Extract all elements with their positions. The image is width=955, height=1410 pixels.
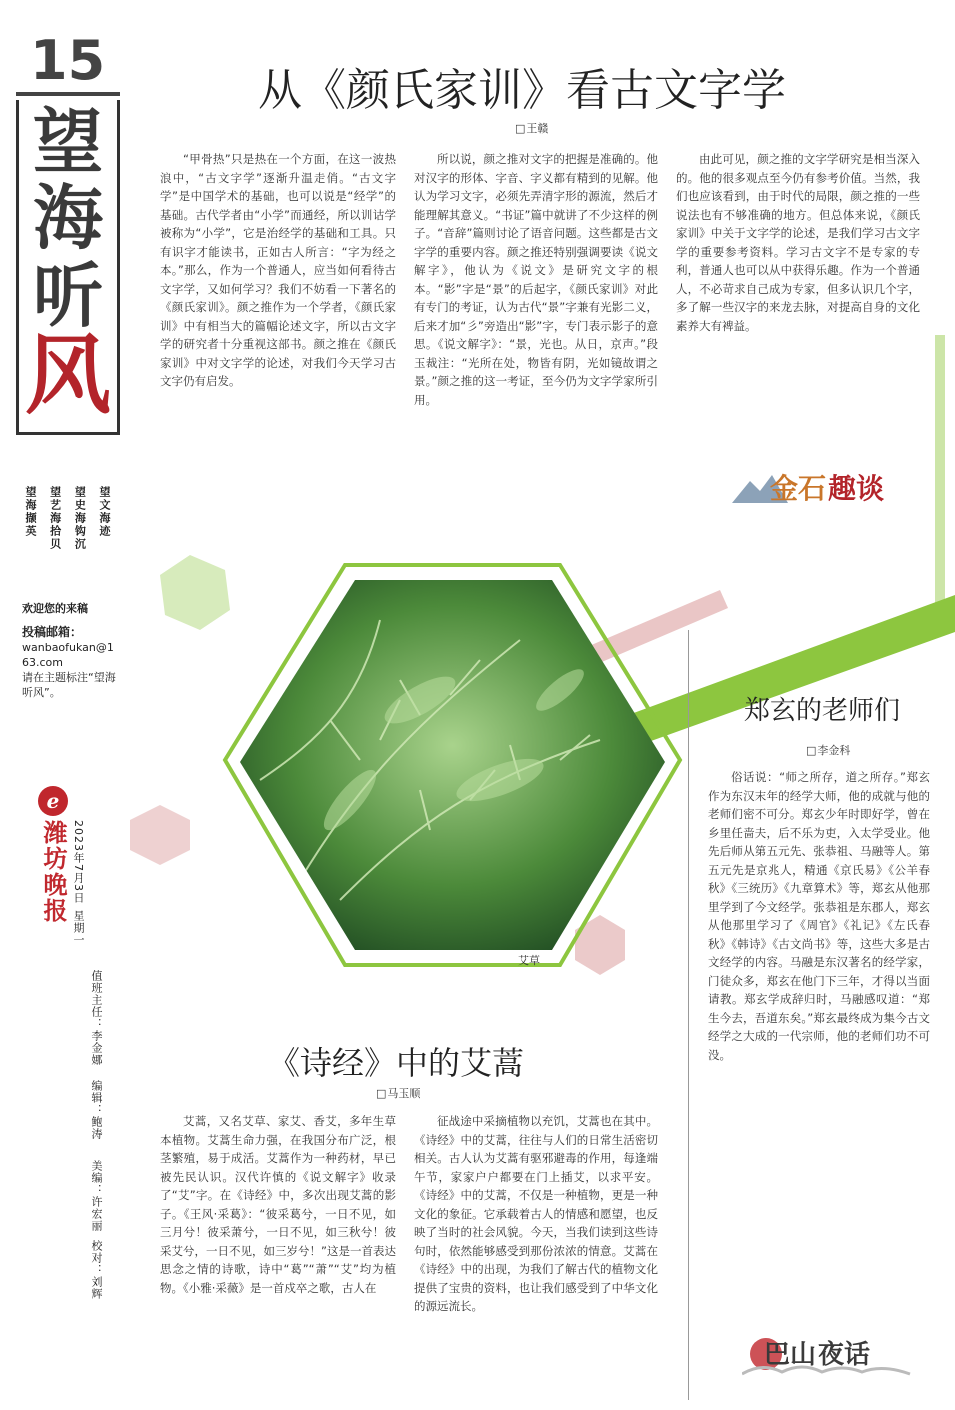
proofreader: 校对：刘辉 <box>90 1240 103 1300</box>
welcome-text: 欢迎您的来稿 <box>22 602 88 615</box>
hexagon-green <box>160 555 230 630</box>
article-2-col-1: 艾蒿，又名艾草、家艾、香艾，多年生草本植物。艾蒿生命力强，在我国分布广泛，根茎繁殖，易于成活。艾蒿作为一种药材，早已被先民认识。汉代许慎的《说文解字》收录了“艾”字。在《诗经》中，多次出现艾蒿的影子。《王风·采葛》：“彼采葛兮，一日不见，如三月兮！彼采萧兮，一日不见，如三秋兮！彼采艾兮，一日不见，如三岁兮！”这是一首表达思念之情的诗歌，诗中“葛”“萧”“艾”均为植物。《小雅·采薇》是一首戍卒之歌，古人在 <box>160 1114 396 1295</box>
submission-email[interactable]: wanbaofukan@163.com <box>22 641 114 669</box>
issue-date: 2023年7月3日 <box>72 820 85 904</box>
article-3-byline: □ 李金科 <box>806 742 850 758</box>
article-3-title: 郑玄的老师们 <box>744 696 901 726</box>
article-2-title: 《诗经》中的艾蒿 <box>268 1044 525 1082</box>
section-label-bashan <box>742 1328 912 1378</box>
section-item: 望文海迹 <box>97 486 111 538</box>
submission-label: 投稿邮箱： <box>22 625 83 639</box>
section-item: 望海撷英 <box>24 486 37 538</box>
column-title-char: 望 <box>33 100 103 183</box>
article-3-body: 俗话说：“师之所存，道之所存。”郑玄作为东汉末年的经学大师，他的成就与他的老师们密不可分。郑玄少年时即好学，曾在乡里任啬夫，后不乐为吏，入太学受业。他先后师从第五元先、张恭祖、马融等人。第五元先是京兆人，精通《京氏易》《公羊春秋》《三统历》《九章算术》等，郑玄从他那里学到了今文经学。张恭祖是东郡人，郑玄从他那里学习了《周官》《礼记》《左氏春秋》《韩诗》《古文尚书》等，这些大多是古文经学的内容。马融是东汉著名的经学家，门徒众多，郑玄在他门下三年，才得以当面请教。郑玄学成辞归时，马融感叹道：“郑生今去，吾道东矣。”郑玄最终成为集今古文经学之大成的一代宗师，他的老师们功不可没。 <box>708 770 930 1062</box>
hexagon-pink <box>130 805 190 865</box>
submission-note: 请在主题标注“望海听风”。 <box>22 671 116 699</box>
section-item: 望艺海拾贝 <box>48 486 62 551</box>
column-divider <box>688 630 689 1400</box>
column-title-char-red: 风 <box>25 325 111 426</box>
article-1-title: 从《颜氏家训》看古文字学 <box>258 65 786 116</box>
mugwort-photo <box>230 570 675 960</box>
article-1-byline: □ 王赣 <box>515 120 548 136</box>
article-1-col-3: 由此可见，颜之推的文字学研究是相当深入的。他的很多观点至今仍有参考价值。当然，我们也应该看到，由于时代的局限，颜之推的一些说法也有不够准确的地方。但总体来说，《颜氏家训》中关于文字学的论述，是我们学习古文字学的重要参考资料。学习古文字不是专家的专利，普通人也可以从中获得乐趣。作为一个普通人，不必苛求自己成为专家，但多认识几个字，多了解一些汉字的来龙去脉，对提高自身的文化素养大有裨益。 <box>676 152 920 333</box>
duty-editor: 值班主任：李金娜 <box>90 970 103 1066</box>
article-2-col-2: 征战途中采摘植物以充饥，艾蒿也在其中。《诗经》中的艾蒿，往往与人们的日常生活密切相关。古人认为艾蒿有驱邪避毒的作用，每逢端午节，家家户户都要在门上插艾，以求平安。《诗经》中的艾蒿，不仅是一种植物，更是一种文化的象征。它承载着古人的情感和愿望，也反映了当时的社会风貌。今天，当我们读到这些诗句时，依然能够感受到那份浓浓的情意。艾蒿在《诗经》中的出现，为我们了解古代的植物文化提供了宝贵的资料，也让我们感受到了中华文化的源远流长。 <box>414 1114 658 1313</box>
article-2-byline: □ 马玉顺 <box>376 1085 420 1101</box>
photo-caption: 艾草 <box>518 954 540 967</box>
article-1-col-1: “甲骨热”只是热在一个方面，在这一波热浪中，“古文字学”逐渐升温走俏。“古文字学”是中国学术的基础，也可以说是“经学”的基础。古代学者由“小学”而通经，所以训诂学被称为“小学”，它是治经学的基础和工具。只有识字才能读书，正如古人所言：“字为经之本。”那么，作为一个普通人，应当如何看待古文字学，又如何学习？我们不妨看一下著名的《颜氏家训》。颜之推作为一个学者，《颜氏家训》中有相当大的篇幅论述文字，所以古文字学的研究者十分重视这部书。颜之推在《颜氏家训》中对文字学的论述，对我们今天学习古文字仍有启发。 <box>160 152 396 388</box>
newspaper-logo-icon: ℯ <box>38 786 68 816</box>
newspaper-name: 潍坊晚报 <box>39 820 67 924</box>
section-label-word: 夜话 <box>818 1340 871 1370</box>
page-number: 15 <box>30 29 106 92</box>
editor: 编辑：鲍涛 <box>90 1080 103 1140</box>
section-label-word: 巴山 <box>764 1340 817 1370</box>
article-1-col-2: 所以说，颜之推对文字的把握是准确的。他对汉字的形体、字音、字义都有精到的见解。他认为学习文字，必须先弄清字形的源流，然后才能理解其意义。“书证”篇中就讲了不少这样的例子。“音辞”篇则讨论了语音问题。这些都是古文字学的重要内容。颜之推还特别强调要读《说文解字》，他认为《说文》是研究文字的根本。“影”字是“景”的后起字，《颜氏家训》对此有专门的考证，认为古代“景”字兼有光影二义，后来才加“彡”旁造出“影”字，专门表示影子的意思。《说文解字》：“景，光也。从日，京声。”段玉裁注：“光所在处，物皆有阴，光如镜故谓之景。”颜之推的这一考证，至今仍为文字学家所引用。 <box>414 152 658 407</box>
column-title-char: 听 <box>33 254 103 337</box>
section-label-word: 趣谈 <box>828 472 885 505</box>
art-editor: 美编：许宏丽 <box>90 1160 103 1232</box>
section-label-word: 金石 <box>770 472 827 505</box>
section-item: 望史海钩沉 <box>73 486 87 551</box>
column-title-char: 海 <box>33 176 103 259</box>
green-bar <box>935 335 945 615</box>
issue-weekday: 星期一 <box>72 910 85 946</box>
